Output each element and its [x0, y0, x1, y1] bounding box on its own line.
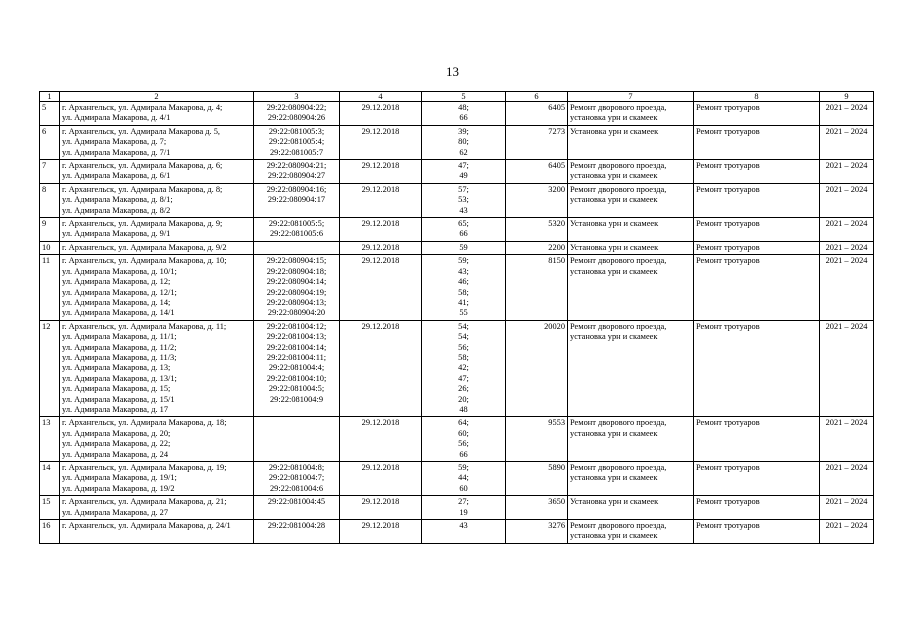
yard-works-text: Ремонт дворового проезда, установка урн и скамеек — [570, 256, 667, 276]
address-line: ул. Адмирала Макарова, д. 17 — [62, 404, 169, 414]
sidewalk-works-cell: Ремонт тротуаров — [694, 417, 820, 462]
table-row — [40, 102, 874, 126]
address-line: ул. Адмирала Макарова, д. 9/1 — [62, 229, 171, 239]
yard-works-cell — [568, 241, 694, 254]
address-line: г. Архангельск, ул. Адмирала Макарова, д. 19; — [62, 463, 227, 472]
address-line: г. Архангельск, ул. Адмирала Макарова, д. 6; — [62, 161, 223, 171]
yard-works-cell — [568, 496, 694, 520]
cost-cell: 7273 — [506, 125, 568, 159]
address-line: ул. Адмирала Макарова, д. 11/1; — [62, 332, 177, 342]
cost-cell: 3276 — [506, 520, 568, 544]
yard-works-text: Ремонт дворового проезда, установка урн и скамеек — [570, 161, 667, 181]
period-cell: 2021 – 2024 — [820, 241, 874, 254]
address-line: ул. Адмирала Макарова, д. 22; — [62, 439, 171, 449]
table-row — [40, 183, 874, 217]
area-line: 56; — [458, 439, 469, 449]
period-cell: 2021 – 2024 — [820, 183, 874, 217]
table-row — [40, 255, 874, 320]
yard-works-text: Установка урн и скамеек — [570, 126, 659, 136]
cadastral-line: 29:22:081005:7 — [269, 147, 324, 157]
sidewalk-works-cell: Ремонт тротуаров — [694, 125, 820, 159]
area-line: 58; — [458, 287, 469, 297]
address-line: ул. Адмирала Макарова, д. 4/1 — [62, 113, 171, 123]
yard-works-text: Установка урн и скамеек — [570, 219, 659, 229]
area-line: 53; — [458, 195, 469, 205]
cadastral-number-cell — [254, 462, 340, 496]
yard-works-cell — [568, 320, 694, 417]
row-number-cell: 10 — [40, 241, 60, 254]
address-cell — [60, 496, 254, 520]
row-number-cell: 6 — [40, 125, 60, 159]
date-cell: 29.12.2018 — [340, 160, 422, 184]
date-cell: 29.12.2018 — [340, 255, 422, 320]
yard-works-cell — [568, 255, 694, 320]
cadastral-line: 29:22:081004:13; — [266, 332, 327, 342]
cadastral-line: 29:22:081005:4; — [268, 137, 325, 147]
cadastral-line: 29:22:080904:17 — [267, 195, 326, 205]
row-number-cell: 8 — [40, 183, 60, 217]
cost-cell: 3650 — [506, 496, 568, 520]
address-cell — [60, 218, 254, 242]
area-line: 62 — [459, 147, 468, 157]
address-line: г. Архангельск, ул. Адмирала Макарова, д. 9; — [62, 219, 223, 229]
cadastral-line: 29:22:081004:12; — [266, 321, 327, 331]
column-header: 3 — [254, 92, 340, 102]
cadastral-number-cell — [254, 183, 340, 217]
cadastral-line: 29:22:080904:19; — [266, 287, 327, 297]
address-line: ул. Адмирала Макарова, д. 12; — [62, 277, 171, 287]
cadastral-line: 29:22:081004:10; — [266, 373, 327, 383]
cadastral-line: 29:22:081004:28 — [267, 521, 326, 531]
address-line: ул. Адмирала Макарова, д. 8/2 — [62, 205, 171, 215]
cadastral-line: 29:22:081004:7; — [268, 473, 325, 483]
area-line: 54; — [458, 332, 469, 342]
cadastral-line: 29:22:081004:6 — [269, 483, 324, 493]
area-line: 65; — [458, 219, 469, 229]
cadastral-line: 29:22:081004:14; — [266, 342, 327, 352]
address-line: г. Архангельск, ул. Адмирала Макарова, д. 24/1 — [62, 521, 231, 531]
period-cell: 2021 – 2024 — [820, 160, 874, 184]
cadastral-line: 29:22:080904:15; — [266, 256, 327, 266]
cost-cell: 20020 — [506, 320, 568, 417]
column-header: 1 — [40, 92, 60, 102]
date-cell: 29.12.2018 — [340, 102, 422, 126]
address-line: ул. Адмирала Макарова, д. 19/2 — [62, 483, 175, 493]
address-line: г. Архангельск, ул. Адмирала Макарова, д. 4; — [62, 103, 223, 112]
row-number-cell: 9 — [40, 218, 60, 242]
cadastral-line: 29:22:080904:13; — [266, 297, 327, 307]
area-cell — [422, 125, 506, 159]
cadastral-line: 29:22:080904:20 — [267, 308, 326, 318]
cadastral-line: 29:22:080904:16; — [266, 184, 327, 194]
period-cell: 2021 – 2024 — [820, 520, 874, 544]
cadastral-line: 29:22:081005:5; — [268, 219, 325, 229]
area-line: 66 — [459, 113, 468, 123]
period-cell: 2021 – 2024 — [820, 102, 874, 126]
area-line: 20; — [458, 394, 469, 404]
address-line: г. Архангельск, ул. Адмирала Макарова, д. 8; — [62, 184, 223, 194]
row-number-cell: 15 — [40, 496, 60, 520]
table-row — [40, 462, 874, 496]
sidewalk-works-cell: Ремонт тротуаров — [694, 183, 820, 217]
row-number-cell: 7 — [40, 160, 60, 184]
row-number-cell: 16 — [40, 520, 60, 544]
area-line: 54; — [458, 321, 469, 331]
area-cell — [422, 520, 506, 544]
table-body — [40, 102, 874, 544]
table-row — [40, 496, 874, 520]
address-cell — [60, 160, 254, 184]
cadastral-number-cell — [254, 417, 340, 462]
cost-cell: 6405 — [506, 102, 568, 126]
area-line: 42; — [458, 363, 469, 373]
column-header: 9 — [820, 92, 874, 102]
area-line: 56; — [458, 342, 469, 352]
cadastral-line: 29:22:080904:22; — [266, 103, 327, 112]
cadastral-number-cell — [254, 241, 340, 254]
date-cell: 29.12.2018 — [340, 125, 422, 159]
table-row — [40, 125, 874, 159]
address-cell — [60, 520, 254, 544]
address-line: ул. Адмирала Макарова, д. 11/3; — [62, 352, 177, 362]
yard-works-text: Ремонт дворового проезда, установка урн и скамеек — [570, 321, 667, 342]
area-line: 60; — [458, 428, 469, 438]
area-cell — [422, 241, 506, 254]
cadastral-line: 29:22:081004:4; — [268, 363, 325, 373]
address-line: ул. Адмирала Макарова, д. 20; — [62, 428, 171, 438]
row-number-cell: 13 — [40, 417, 60, 462]
address-line: ул. Адмирала Макарова, д. 13/1; — [62, 373, 177, 383]
period-cell: 2021 – 2024 — [820, 496, 874, 520]
cost-cell: 5320 — [506, 218, 568, 242]
cadastral-line: 29:22:081004:45 — [267, 497, 326, 507]
cadastral-number-cell — [254, 496, 340, 520]
table-row — [40, 160, 874, 184]
area-cell — [422, 320, 506, 417]
area-cell — [422, 218, 506, 242]
address-cell — [60, 125, 254, 159]
area-cell — [422, 255, 506, 320]
column-header: 4 — [340, 92, 422, 102]
address-line: ул. Адмирала Макарова, д. 12/1; — [62, 287, 177, 297]
address-line: г. Архангельск, ул. Адмирала Макарова, д. 11; — [62, 321, 227, 331]
area-cell — [422, 102, 506, 126]
area-line: 59; — [458, 256, 469, 266]
area-line: 60 — [459, 483, 468, 493]
sidewalk-works-cell: Ремонт тротуаров — [694, 462, 820, 496]
address-cell — [60, 462, 254, 496]
area-line: 64; — [458, 418, 469, 428]
area-line: 48 — [459, 404, 468, 414]
address-cell — [60, 241, 254, 254]
area-line: 66 — [459, 229, 468, 239]
address-line: ул. Адмирала Макарова, д. 10/1; — [62, 266, 177, 276]
area-cell — [422, 417, 506, 462]
area-line: 43 — [459, 205, 468, 215]
yard-works-cell — [568, 183, 694, 217]
cadastral-number-cell — [254, 255, 340, 320]
yard-works-text: Ремонт дворового проезда, установка урн и скамеек — [570, 521, 667, 541]
cost-cell: 2200 — [506, 241, 568, 254]
date-cell: 29.12.2018 — [340, 496, 422, 520]
address-line: ул. Адмирала Макарова, д. 6/1 — [62, 171, 171, 181]
area-line: 44; — [458, 473, 469, 483]
area-line: 26; — [458, 384, 469, 394]
address-line: ул. Адмирала Макарова, д. 7/1 — [62, 147, 171, 157]
date-cell: 29.12.2018 — [340, 417, 422, 462]
yard-works-cell — [568, 125, 694, 159]
cost-cell: 3200 — [506, 183, 568, 217]
cadastral-line: 29:22:080904:21; — [266, 161, 327, 171]
yard-works-cell — [568, 218, 694, 242]
area-line: 41; — [458, 297, 469, 307]
cost-cell: 6405 — [506, 160, 568, 184]
table-row — [40, 520, 874, 544]
column-header: 6 — [506, 92, 568, 102]
area-line: 59; — [458, 463, 469, 472]
sidewalk-works-cell: Ремонт тротуаров — [694, 496, 820, 520]
sidewalk-works-cell: Ремонт тротуаров — [694, 102, 820, 126]
area-line: 47; — [458, 161, 469, 171]
cadastral-number-cell — [254, 218, 340, 242]
area-cell — [422, 160, 506, 184]
column-header: 7 — [568, 92, 694, 102]
area-line: 27; — [458, 497, 469, 507]
yard-works-text: Ремонт дворового проезда, установка урн и скамеек — [570, 463, 667, 483]
table-row — [40, 320, 874, 417]
address-line: г. Архангельск, ул. Адмирала Макарова, д. 9/2 — [62, 242, 227, 252]
date-cell: 29.12.2018 — [340, 520, 422, 544]
period-cell: 2021 – 2024 — [820, 218, 874, 242]
address-cell — [60, 183, 254, 217]
period-cell: 2021 – 2024 — [820, 417, 874, 462]
area-line: 19 — [459, 507, 468, 517]
address-line: ул. Адмирала Макарова, д. 11/2; — [62, 342, 177, 352]
address-line: г. Архангельск, ул. Адмирала Макарова, д. 21; — [62, 497, 227, 507]
table-row — [40, 218, 874, 242]
column-header: 2 — [60, 92, 254, 102]
area-line: 80; — [458, 137, 469, 147]
sidewalk-works-cell: Ремонт тротуаров — [694, 241, 820, 254]
row-number-cell: 12 — [40, 320, 60, 417]
address-line: ул. Адмирала Макарова, д. 24 — [62, 449, 169, 459]
area-line: 49 — [459, 171, 468, 181]
cadastral-line: 29:22:081004:5; — [268, 384, 325, 394]
column-number-row — [40, 92, 874, 102]
area-line: 57; — [458, 184, 469, 194]
cadastral-number-cell — [254, 320, 340, 417]
row-number-cell: 5 — [40, 102, 60, 126]
area-line: 43; — [458, 266, 469, 276]
address-line: г. Архангельск, ул. Адмирала Макарова, д. 18; — [62, 418, 227, 428]
address-line: ул. Адмирала Макарова, д. 15/1 — [62, 394, 175, 404]
sidewalk-works-cell: Ремонт тротуаров — [694, 218, 820, 242]
yard-works-cell — [568, 417, 694, 462]
address-line: ул. Адмирала Макарова, д. 14/1 — [62, 308, 175, 318]
address-cell — [60, 102, 254, 126]
improvement-registry-table — [39, 91, 874, 544]
sidewalk-works-cell: Ремонт тротуаров — [694, 255, 820, 320]
yard-works-text: Ремонт дворового проезда, установка урн и скамеек — [570, 418, 667, 438]
table-row — [40, 241, 874, 254]
column-header: 5 — [422, 92, 506, 102]
cost-cell: 5890 — [506, 462, 568, 496]
cadastral-line: 29:22:080904:18; — [266, 266, 327, 276]
yard-works-cell — [568, 462, 694, 496]
cadastral-number-cell — [254, 102, 340, 126]
area-line: 59 — [459, 242, 468, 252]
cadastral-line: 29:22:081004:8; — [268, 463, 325, 472]
period-cell: 2021 – 2024 — [820, 462, 874, 496]
date-cell: 29.12.2018 — [340, 241, 422, 254]
address-cell — [60, 255, 254, 320]
cadastral-line: 29:22:081005:3; — [268, 126, 325, 136]
address-line: ул. Адмирала Макарова, д. 7; — [62, 137, 167, 147]
column-header: 8 — [694, 92, 820, 102]
page-number: 13 — [446, 64, 459, 79]
address-line: ул. Адмирала Макарова, д. 8/1; — [62, 195, 173, 205]
area-line: 39; — [458, 126, 469, 136]
yard-works-text: Ремонт дворового проезда, установка урн и скамеек — [570, 103, 667, 123]
period-cell: 2021 – 2024 — [820, 320, 874, 417]
area-line: 55 — [459, 308, 468, 318]
cadastral-line: 29:22:081005:6 — [269, 229, 324, 239]
address-line: г. Архангельск, ул. Адмирала Макарова д. 5, — [62, 126, 221, 136]
address-line: ул. Адмирала Макарова, д. 13; — [62, 363, 171, 373]
cadastral-number-cell — [254, 520, 340, 544]
row-number-cell: 14 — [40, 462, 60, 496]
area-line: 46; — [458, 277, 469, 287]
area-line: 48; — [458, 103, 469, 112]
sidewalk-works-cell: Ремонт тротуаров — [694, 320, 820, 417]
yard-works-cell — [568, 520, 694, 544]
date-cell: 29.12.2018 — [340, 320, 422, 417]
sidewalk-works-cell: Ремонт тротуаров — [694, 160, 820, 184]
cadastral-line: 29:22:080904:14; — [266, 277, 327, 287]
area-line: 66 — [459, 449, 468, 459]
address-cell — [60, 417, 254, 462]
yard-works-text: Установка урн и скамеек — [570, 497, 659, 507]
row-number-cell: 11 — [40, 255, 60, 320]
yard-works-text: Установка урн и скамеек — [570, 242, 659, 252]
date-cell: 29.12.2018 — [340, 462, 422, 496]
cadastral-line: 29:22:080904:27 — [267, 171, 326, 181]
address-cell — [60, 320, 254, 417]
sidewalk-works-cell: Ремонт тротуаров — [694, 520, 820, 544]
yard-works-cell — [568, 102, 694, 126]
cadastral-number-cell — [254, 125, 340, 159]
address-line: ул. Адмирала Макарова, д. 27 — [62, 507, 169, 517]
address-line: ул. Адмирала Макарова, д. 15; — [62, 384, 171, 394]
area-line: 43 — [459, 521, 468, 531]
date-cell: 29.12.2018 — [340, 218, 422, 242]
date-cell: 29.12.2018 — [340, 183, 422, 217]
period-cell: 2021 – 2024 — [820, 255, 874, 320]
area-line: 47; — [458, 373, 469, 383]
cadastral-line: 29:22:081004:11; — [266, 352, 327, 362]
cadastral-number-cell — [254, 160, 340, 184]
cadastral-line: 29:22:080904:26 — [267, 113, 326, 123]
area-line: 58; — [458, 352, 469, 362]
address-line: ул. Адмирала Макарова, д. 19/1; — [62, 473, 177, 483]
yard-works-cell — [568, 160, 694, 184]
yard-works-text: Ремонт дворового проезда, установка урн и скамеек — [570, 184, 667, 205]
address-line: г. Архангельск, ул. Адмирала Макарова, д. 10; — [62, 256, 227, 266]
table-row — [40, 417, 874, 462]
address-line: ул. Адмирала Макарова, д. 14; — [62, 297, 171, 307]
cadastral-line: 29:22:081004:9 — [269, 394, 324, 404]
area-cell — [422, 183, 506, 217]
area-cell — [422, 462, 506, 496]
period-cell: 2021 – 2024 — [820, 125, 874, 159]
area-cell — [422, 496, 506, 520]
cost-cell: 9553 — [506, 417, 568, 462]
cost-cell: 8150 — [506, 255, 568, 320]
